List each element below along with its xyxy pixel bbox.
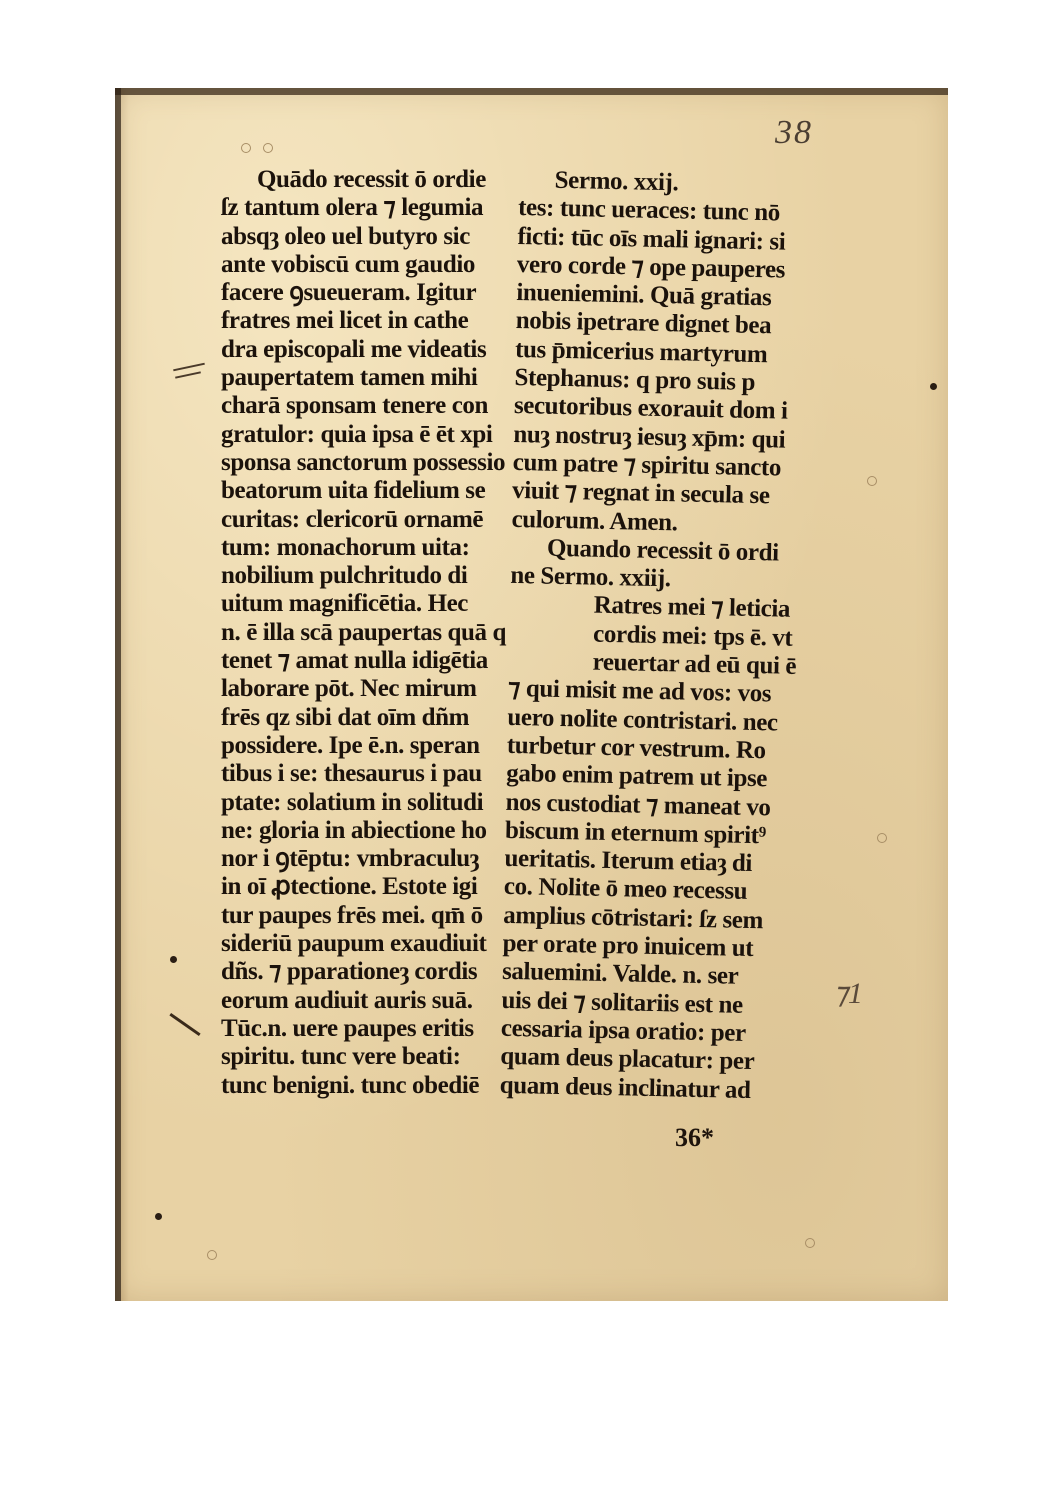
text-line: gabo enim patrem ut ipse (505, 760, 768, 793)
text-line: facere ꝯsueueram. Igitur (221, 279, 477, 307)
text-line: cordis mei: tps ē. vt (592, 620, 793, 652)
text-line: gratulor: quia ipsa ē ēt xpi (221, 420, 493, 448)
text-line: turbetur cor vestrum. Ro (506, 731, 766, 765)
running-header: Sermo. xxij. (554, 166, 679, 197)
text-line: cessaria ipsa oratio: per (500, 1014, 746, 1047)
text-line: uitum magnificētia. Hec (221, 590, 469, 618)
text-line: dra episcopali me videatis (221, 335, 487, 363)
text-line: tes: tunc ueraces: tunc nō (517, 194, 781, 227)
text-line: nos custodiat ⁊ maneat vo (505, 788, 771, 821)
text-line: quam deus placatur: per (500, 1043, 755, 1076)
text-line: charā sponsam tenere con (221, 392, 488, 420)
paper-spot (805, 1238, 815, 1248)
text-line: eorum audiuit auris suā. (221, 986, 473, 1014)
text-line: reuertar ad eū qui ē (592, 648, 797, 680)
paper-spot (877, 833, 887, 843)
text-line: cum patre ⁊ spiritu sancto (512, 448, 782, 482)
margin-slash-mark (169, 1013, 200, 1036)
text-line: ſz tantum olera ⁊ legumia (221, 194, 484, 222)
text-line: tus p̄micerius martyrum (514, 335, 768, 369)
text-line: curitas: clericorū ornamē (221, 505, 484, 533)
folio-number: 38 (775, 114, 813, 151)
text-line: Tūc.n. uere paupes eritis (221, 1014, 474, 1042)
text-line: sideriū paupum exaudiuit (221, 930, 487, 958)
text-line: beatorum uita fidelium se (221, 477, 486, 505)
text-line: ptate: solatium in solitudi (221, 788, 484, 816)
margin-dot (155, 1213, 162, 1220)
paper-spot (207, 1250, 217, 1260)
text-line: saluemini. Valde. n. ser (501, 958, 739, 991)
text-line: tur paupes frēs mei. qm̄ ō (221, 901, 483, 929)
text-line: secutoribus exorauit dom i (513, 392, 788, 426)
text-line: frēs qz sibi dat oīm dñm (221, 703, 470, 731)
text-line: ficti: tūc oīs mali ignari: si (517, 222, 786, 256)
text-line: ⁊ qui misit me ad vos: vos (507, 675, 772, 708)
text-line: possidere. Ipe ē.n. speran (221, 731, 480, 759)
text-line: Ratres mei ⁊ leticia (593, 592, 791, 624)
text-line: nor i ꝯtēptu: vmbraculuȝ (221, 845, 479, 873)
text-line: amplius cōtristari: ſz sem (503, 901, 764, 934)
right-text-column (499, 166, 843, 1106)
text-line: dñs. ⁊ pparationeȝ cordis (221, 958, 478, 986)
text-line: sponsa sanctorum possessio (221, 448, 506, 476)
sermon-heading: ne Sermo. xxiij. (510, 562, 671, 593)
text-line: ante vobiscū cum gaudio (221, 250, 476, 278)
text-line: culorum. Amen. (511, 505, 678, 536)
margin-dash-mark (173, 363, 205, 372)
text-line: n. ē illa scā paupertas quā q (221, 618, 506, 646)
text-line: Quādo recessit ō ordie (257, 166, 486, 193)
text-line: tenet ⁊ amat nulla idigētia (221, 647, 488, 675)
text-line: spiritu. tunc vere beati: (221, 1043, 461, 1071)
text-line: laborare pōt. Nec mirum (221, 675, 477, 703)
text-line: nobis ipetrare dignet bea (515, 307, 772, 340)
margin-scribble-mark: ⁊1 (833, 977, 863, 1010)
text-line: viuit ⁊ regnat in secula se (511, 477, 770, 510)
text-line: quam deus inclinatur ad (499, 1071, 751, 1104)
paper-spot (241, 143, 251, 153)
paper-spot (867, 476, 877, 486)
left-text-column (221, 166, 526, 1100)
text-line: ne: gloria in abiectione ho (221, 816, 487, 844)
text-line: biscum in eternum spirit⁹ (504, 816, 767, 850)
text-line: absqȝ oleo uel butyro sic (221, 222, 470, 250)
paper-spot (263, 143, 273, 153)
text-line: paupertatem tamen mihi (221, 364, 478, 392)
text-line: tunc benigni. tunc obediē (221, 1071, 480, 1099)
margin-dot (170, 956, 177, 963)
text-line: tibus i se: thesaurus i pau (221, 760, 482, 788)
text-line: per orate pro inuicem ut (502, 929, 754, 963)
text-line: Stephanus: q pro suis p (514, 364, 756, 397)
text-line: inueniemini. Quā gratias (516, 279, 772, 312)
text-line: fratres mei licet in cathe (221, 307, 469, 335)
text-line: vero corde ⁊ ope pauperes (516, 250, 786, 284)
page-left-edge (115, 88, 121, 1301)
margin-dash-mark (175, 371, 201, 378)
signature-mark: 36* (675, 1123, 714, 1152)
margin-dot (930, 383, 937, 390)
text-line: in oī ꝓtectione. Estote igi (221, 873, 478, 901)
page-top-edge (115, 88, 948, 95)
text-line: ueritatis. Iterum etiaȝ di (504, 844, 753, 878)
text-line: uero nolite contristari. nec (507, 703, 778, 737)
text-line: tum: monachorum uita: (221, 533, 470, 561)
text-line: nuȝ nostruȝ iesuȝ xp̄m: qui (513, 420, 786, 454)
scanned-page (115, 88, 948, 1301)
text-line: nobilium pulchritudo di (221, 562, 468, 590)
text-line: co. Nolite ō meo recessu (503, 873, 748, 906)
text-line: uis dei ⁊ solitariis est ne (501, 986, 743, 1019)
sermon-heading: Quando recessit ō ordi (546, 534, 779, 567)
